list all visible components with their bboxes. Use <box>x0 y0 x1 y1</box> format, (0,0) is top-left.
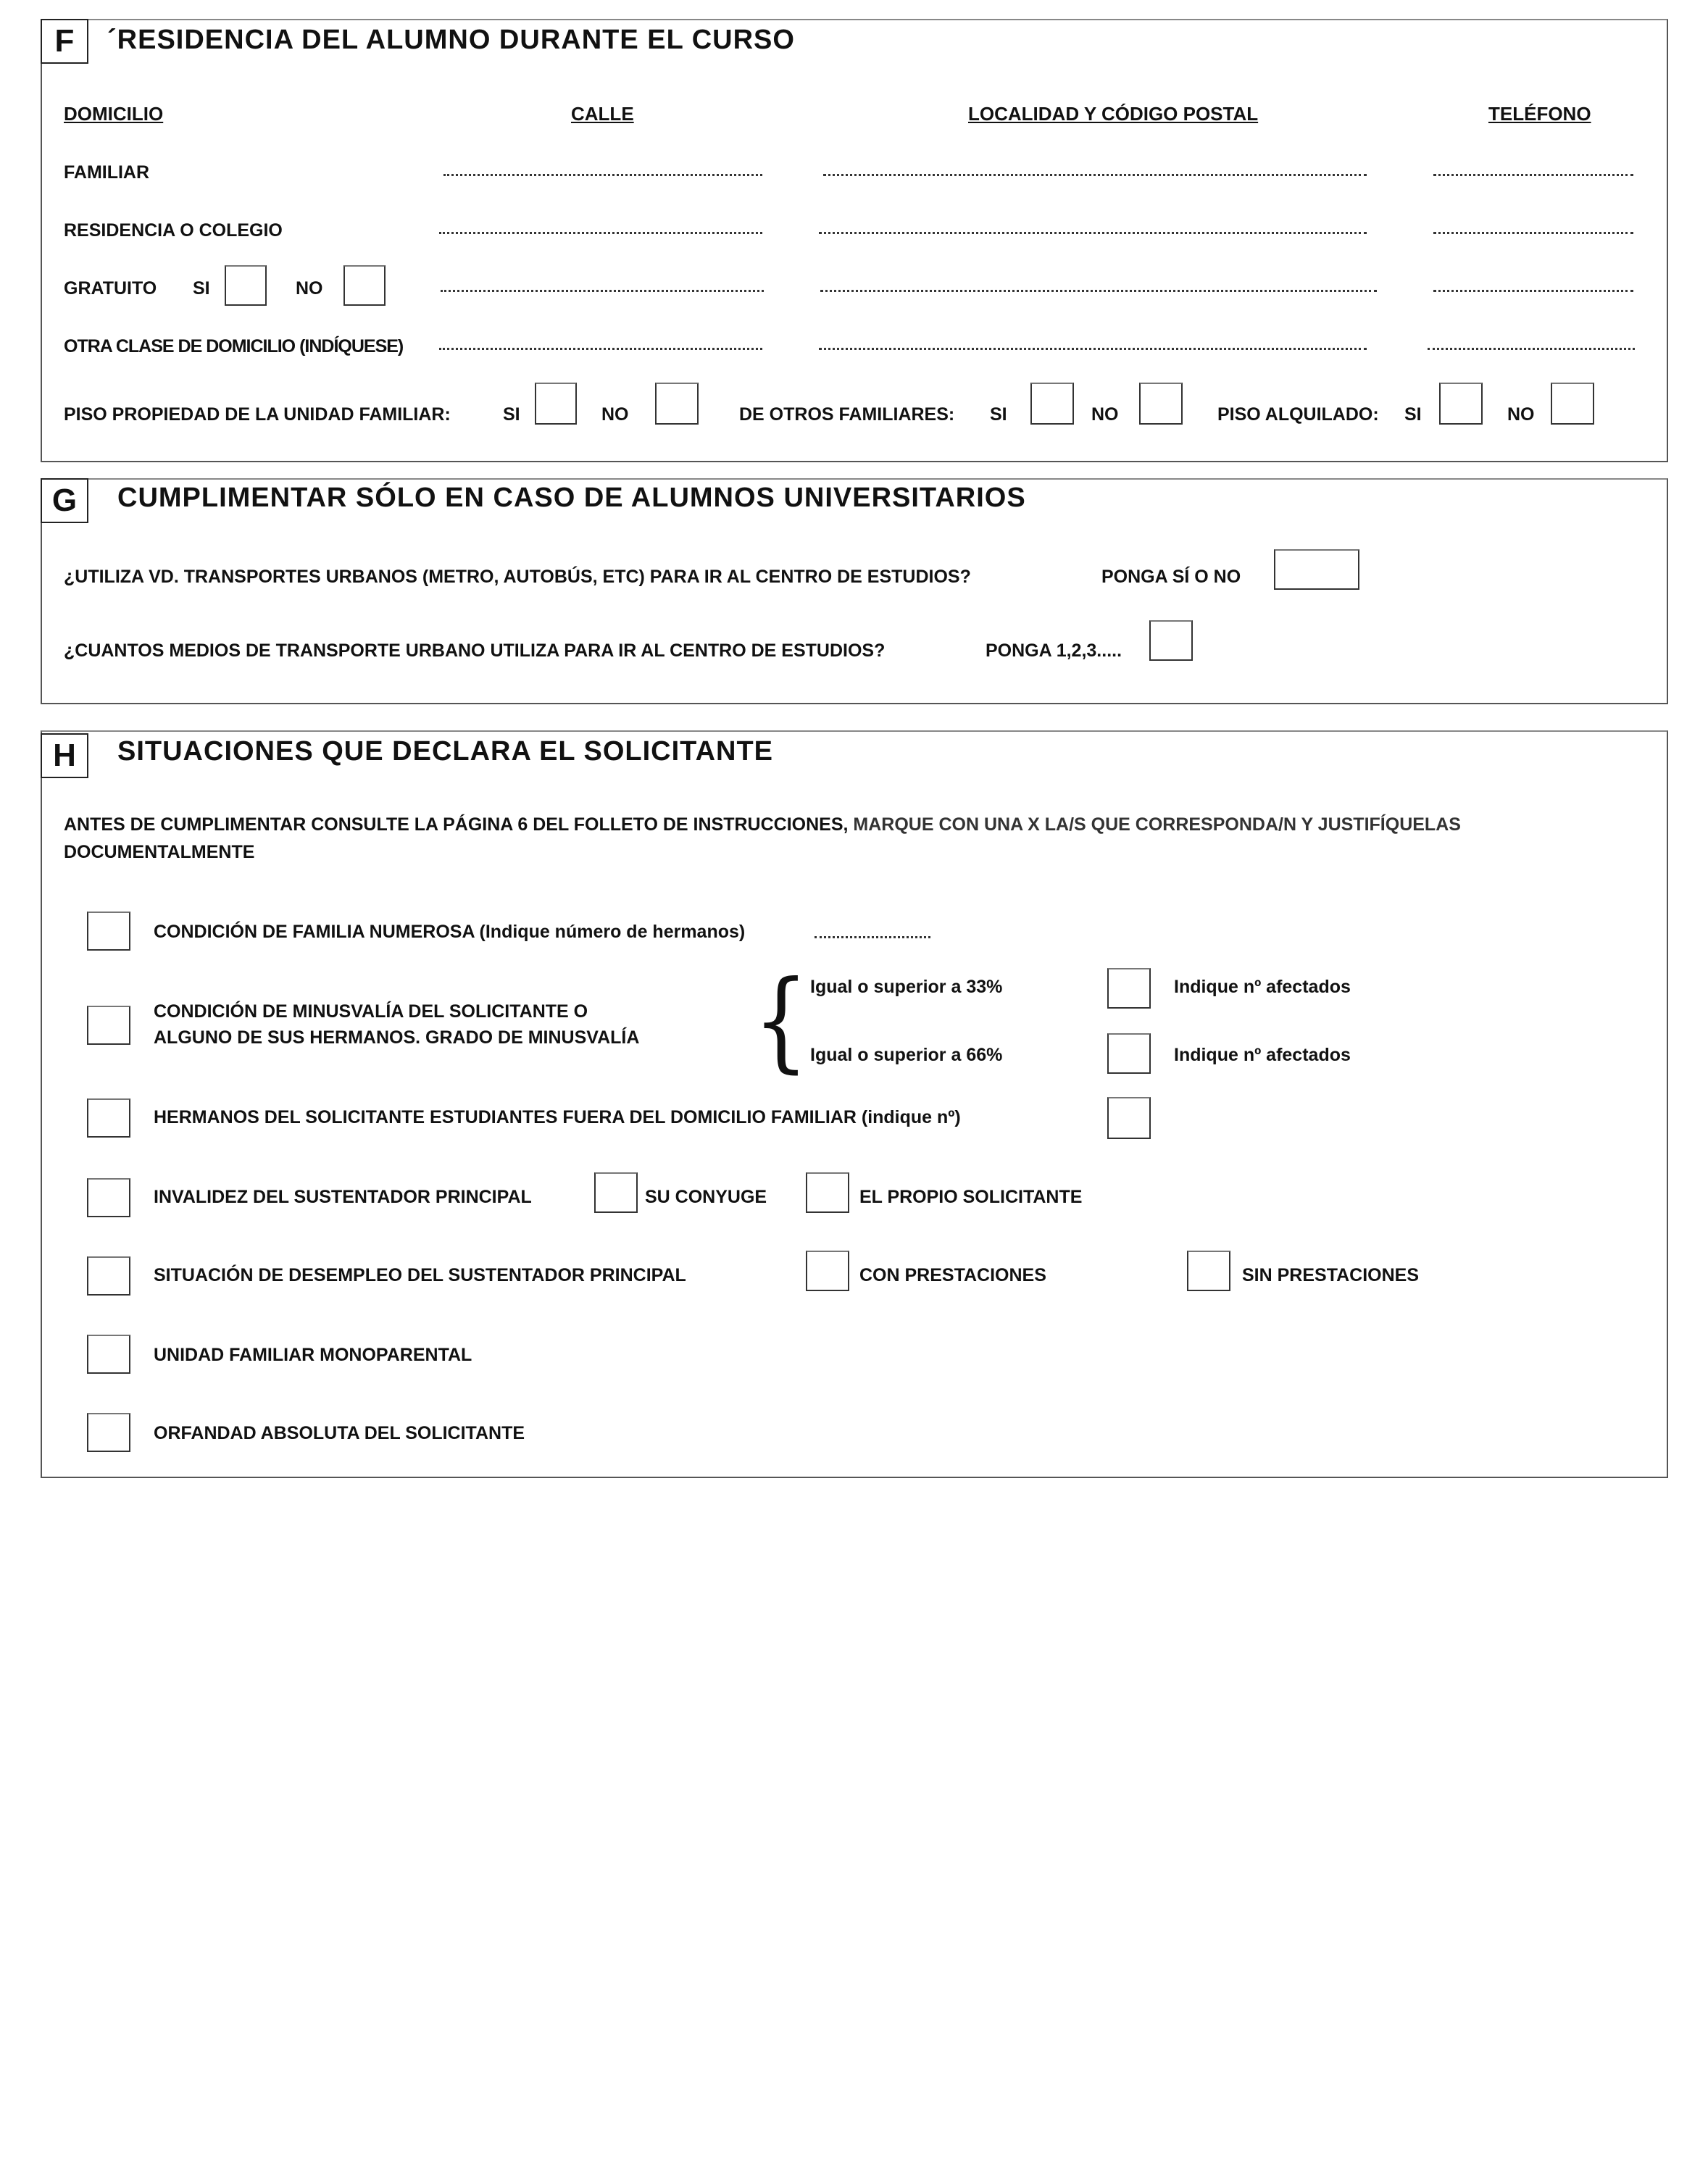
minusvalia-label-2: ALGUNO DE SUS HERMANOS. GRADO DE MINUSVALÍA <box>154 1027 640 1048</box>
familia-numerosa-checkbox[interactable] <box>87 912 130 951</box>
gratuito-calle-field[interactable] <box>441 290 764 292</box>
piso-alquilado-label: PISO ALQUILADO: <box>1217 404 1379 425</box>
section-g-title: CUMPLIMENTAR SÓLO EN CASO DE ALUMNOS UNIVERSITARIOS <box>117 483 1026 513</box>
hermanos-fuera-count-box[interactable] <box>1107 1097 1151 1139</box>
header-localidad: LOCALIDAD Y CÓDIGO POSTAL <box>968 103 1259 125</box>
section-h <box>41 730 1668 1478</box>
piso-propiedad-label: PISO PROPIEDAD DE LA UNIDAD FAMILIAR: <box>64 404 451 425</box>
piso-alquilado-si-label: SI <box>1404 404 1422 425</box>
h-intro-line-1 <box>64 814 1461 835</box>
orfandad-label: ORFANDAD ABSOLUTA DEL SOLICITANTE <box>154 1423 525 1443</box>
residencia-calle-field[interactable] <box>439 232 762 234</box>
otra-calle-field[interactable] <box>439 348 762 350</box>
con-prestaciones-label: CON PRESTACIONES <box>859 1265 1046 1285</box>
piso-alquilado-no-label: NO <box>1507 404 1535 425</box>
piso-propiedad-si-label: SI <box>503 404 520 425</box>
minusvalia-33-afectados-label: Indique nº afectados <box>1174 977 1351 997</box>
minusvalia-33-checkbox[interactable] <box>1107 968 1151 1009</box>
piso-propiedad-no-label: NO <box>601 404 629 425</box>
con-prestaciones-checkbox[interactable] <box>806 1251 849 1291</box>
piso-otros-si-label: SI <box>990 404 1007 425</box>
minusvalia-brace: { <box>753 958 809 1084</box>
gratuito-no-checkbox[interactable] <box>343 265 386 306</box>
piso-otros-label: DE OTROS FAMILIARES: <box>739 404 955 425</box>
gratuito-no-label: NO <box>296 278 323 299</box>
piso-otros-si-checkbox[interactable] <box>1030 383 1074 425</box>
su-conyuge-checkbox[interactable] <box>594 1172 638 1213</box>
minusvalia-checkbox[interactable] <box>87 1006 130 1045</box>
hermanos-fuera-label: HERMANOS DEL SOLICITANTE ESTUDIANTES FUERA DEL DOMICILIO FAMILIAR (indique nº) <box>154 1107 961 1127</box>
h-intro-instruction: MARQUE CON UNA X LA/S QUE CORRESPONDA/N Y JUSTIFÍQUELAS <box>853 814 1461 835</box>
g-transport-answer-box[interactable] <box>1274 549 1359 590</box>
piso-alquilado-si-checkbox[interactable] <box>1439 383 1483 425</box>
gratuito-telefono-field[interactable] <box>1433 290 1633 292</box>
g-question-2-hint: PONGA 1,2,3..... <box>986 641 1122 661</box>
desempleo-checkbox[interactable] <box>87 1256 130 1296</box>
otra-telefono-field[interactable] <box>1428 348 1635 350</box>
minusvalia-66-checkbox[interactable] <box>1107 1033 1151 1074</box>
piso-otros-no-label: NO <box>1091 404 1119 425</box>
g-question-2: ¿CUANTOS MEDIOS DE TRANSPORTE URBANO UTILIZA PARA IR AL CENTRO DE ESTUDIOS? <box>64 641 886 661</box>
piso-propiedad-no-checkbox[interactable] <box>655 383 699 425</box>
gratuito-si-checkbox[interactable] <box>225 265 267 306</box>
minusvalia-66-label: Igual o superior a 66% <box>810 1045 1003 1065</box>
header-calle: CALLE <box>571 103 634 125</box>
piso-otros-no-checkbox[interactable] <box>1139 383 1183 425</box>
otra-localidad-field[interactable] <box>819 348 1367 350</box>
g-question-1-hint: PONGA SÍ O NO <box>1101 567 1241 587</box>
minusvalia-label-1: CONDICIÓN DE MINUSVALÍA DEL SOLICITANTE O <box>154 1001 588 1022</box>
g-question-1: ¿UTILIZA VD. TRANSPORTES URBANOS (METRO, AUTOBÚS, ETC) PARA IR AL CENTRO DE ESTUDIOS? <box>64 567 971 587</box>
h-intro-line-2: DOCUMENTALMENTE <box>64 842 255 862</box>
familiar-telefono-field[interactable] <box>1433 174 1633 176</box>
monoparental-label: UNIDAD FAMILIAR MONOPARENTAL <box>154 1345 472 1365</box>
monoparental-checkbox[interactable] <box>87 1335 130 1374</box>
h-intro-text: ANTES DE CUMPLIMENTAR CONSULTE LA PÁGINA 6 DEL FOLLETO DE INSTRUCCIONES, <box>64 814 849 835</box>
section-h-letter: H <box>41 733 88 778</box>
su-conyuge-label: SU CONYUGE <box>645 1187 767 1207</box>
familiar-localidad-field[interactable] <box>823 174 1367 176</box>
residencia-telefono-field[interactable] <box>1433 232 1633 234</box>
row-residencia-label: RESIDENCIA O COLEGIO <box>64 220 283 241</box>
sin-prestaciones-label: SIN PRESTACIONES <box>1242 1265 1420 1285</box>
section-g-letter: G <box>41 478 88 523</box>
header-domicilio: DOMICILIO <box>64 103 164 125</box>
minusvalia-66-afectados-label: Indique nº afectados <box>1174 1045 1351 1065</box>
invalidez-label: INVALIDEZ DEL SUSTENTADOR PRINCIPAL <box>154 1187 532 1207</box>
section-h-title: SITUACIONES QUE DECLARA EL SOLICITANTE <box>117 736 774 767</box>
section-f-title: ´RESIDENCIA DEL ALUMNO DURANTE EL CURSO <box>107 25 795 55</box>
familiar-calle-field[interactable] <box>443 174 762 176</box>
g-transport-count-box[interactable] <box>1149 620 1193 661</box>
orfandad-checkbox[interactable] <box>87 1413 130 1452</box>
section-f-letter: F <box>41 19 88 64</box>
row-otra-label: OTRA CLASE DE DOMICILIO (INDÍQUESE) <box>64 336 404 356</box>
el-propio-label: EL PROPIO SOLICITANTE <box>859 1187 1083 1207</box>
row-familiar-label: FAMILIAR <box>64 162 150 183</box>
familia-numerosa-label: CONDICIÓN DE FAMILIA NUMEROSA (Indique número de hermanos) <box>154 922 746 942</box>
hermanos-fuera-checkbox[interactable] <box>87 1098 130 1138</box>
sin-prestaciones-checkbox[interactable] <box>1187 1251 1230 1291</box>
piso-alquilado-no-checkbox[interactable] <box>1551 383 1594 425</box>
residencia-localidad-field[interactable] <box>819 232 1367 234</box>
desempleo-label: SITUACIÓN DE DESEMPLEO DEL SUSTENTADOR PRINCIPAL <box>154 1265 686 1285</box>
familia-numerosa-hermanos-field[interactable] <box>815 936 930 938</box>
minusvalia-33-label: Igual o superior a 33% <box>810 977 1003 997</box>
invalidez-checkbox[interactable] <box>87 1178 130 1217</box>
piso-propiedad-si-checkbox[interactable] <box>535 383 577 425</box>
gratuito-si-label: SI <box>193 278 210 299</box>
section-f <box>41 19 1668 462</box>
gratuito-localidad-field[interactable] <box>820 290 1377 292</box>
row-gratuito-label: GRATUITO <box>64 278 157 299</box>
el-propio-checkbox[interactable] <box>806 1172 849 1213</box>
header-telefono: TELÉFONO <box>1488 103 1591 125</box>
